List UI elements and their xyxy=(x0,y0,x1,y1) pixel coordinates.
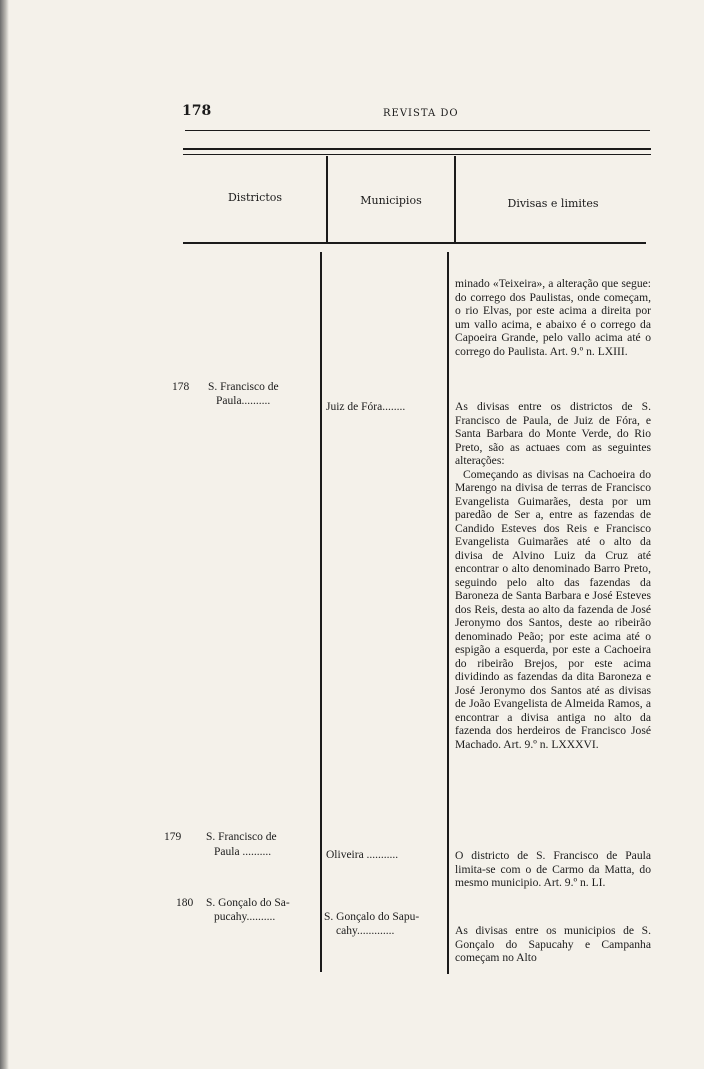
table-header-bottom-rule xyxy=(183,242,646,244)
entry-number: 179 xyxy=(164,831,182,843)
boundaries-text xyxy=(455,924,651,965)
municipality-name: S. Gonçalo do Sapu- xyxy=(324,911,420,923)
boundaries-paragraph: As divisas entre os districtos de S. Francisco de Paula, de Juiz de Fóra, e Santa Barbara do Monte Verde, do Rio Preto, são as actuaes com as seguintes alterações: xyxy=(455,400,651,467)
district-name: S. Francisco de xyxy=(206,831,277,843)
entry-number: 180 xyxy=(176,897,194,909)
continuation-text xyxy=(455,277,651,358)
district-name-cont: pucahy.......... xyxy=(214,911,276,923)
municipality-name: Oliveira ........... xyxy=(326,849,399,861)
table-top-rule-thin xyxy=(183,154,651,155)
running-head: REVISTA DO xyxy=(383,108,459,119)
continuation-paragraph: minado «Teixeira», a alteração que segue: do corrego dos Paulistas, onde começam, o rio Elvas, por este acima a direita por um vallo acima, e abaixo é o corrego da Capoeira Grande, pelo vallo acima até o corrego do Paulista. Art. 9.º n. LXIII. xyxy=(455,277,651,358)
district-name-cont: Paula .......... xyxy=(214,846,272,858)
boundaries-paragraph: O districto de S. Francisco de Paula limita-se com o de Carmo da Matta, do mesmo municipio. Art. 9.º n. LI. xyxy=(455,849,651,889)
district-name-cont: Paula.......... xyxy=(216,395,271,407)
boundaries-text xyxy=(455,400,651,751)
district-name: S. Gonçalo do Sa- xyxy=(206,897,290,909)
municipality-name-cont: cahy............. xyxy=(336,925,395,937)
page-number: 178 xyxy=(182,103,212,119)
body-divider-2 xyxy=(447,252,449,974)
boundaries-paragraph: As divisas entre os municipios de S. Gonçalo do Sapucahy e Campanha começam no Alto xyxy=(455,924,651,964)
page-edge-shadow xyxy=(0,0,9,1069)
column-header-districts: Districtos xyxy=(227,191,283,204)
head-rule xyxy=(185,130,650,131)
entry-number: 178 xyxy=(172,381,190,393)
table-top-rule xyxy=(183,148,651,150)
body-divider-1 xyxy=(320,252,322,972)
boundaries-text xyxy=(455,849,651,890)
boundaries-paragraph: Começando as divisas na Cachoeira do Marengo na divisa de terras de Francisco Evangelista Guimarães, desta por um paredão de Ser a, entre as fazendas de Candido Esteves dos Reis e Francisco Evangelista Guimarães até o alto da divisa de Alvino Luiz da Cruz até encontrar o alto denominado Barro Preto, seguindo pelo alto das fazendas da Baroneza de Santa Barbara e José Esteves dos Reis, desta ao alto da fazenda de José Jeronymo dos Santos, deste ao ribeirão denominado Peão; por este acima até o espigão a esquerda, por este a Cachoeira do ribeirão Brejos, por este acima dividindo as fazendas da dita Baroneza e José Jeronymo dos Santos até as divisas de João Evangelista de Almeida Ramos, a encontrar a divisa antiga no alto da fazenda dos herdeiros de Francisco José Machado. Art. 9.º n. LXXXVI. xyxy=(455,467,651,751)
municipality-name: Juiz de Fóra........ xyxy=(326,401,406,413)
district-name: S. Francisco de xyxy=(208,381,279,393)
column-header-municipalities: Municipios xyxy=(360,194,422,207)
column-header-boundaries: Divisas e limites xyxy=(507,197,599,210)
